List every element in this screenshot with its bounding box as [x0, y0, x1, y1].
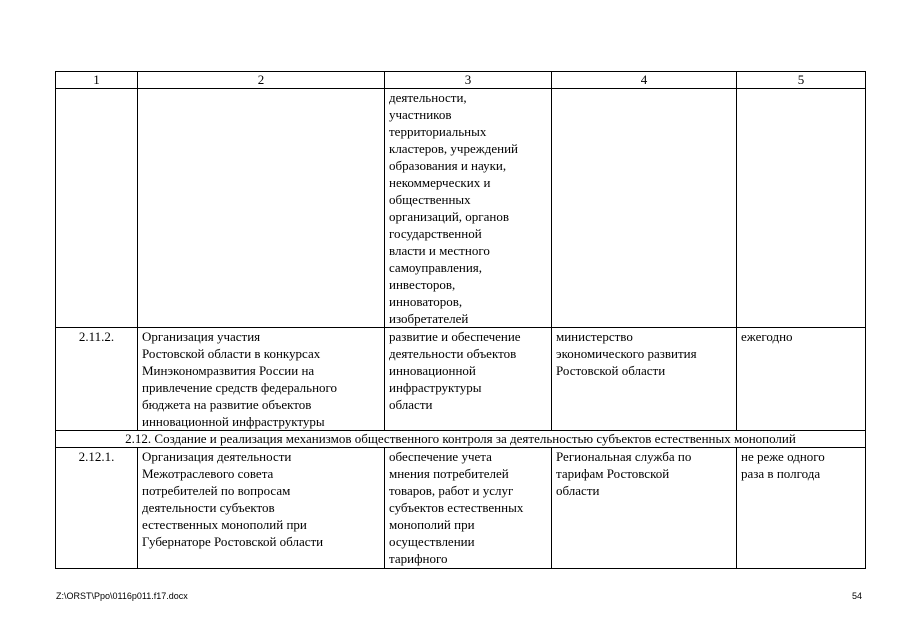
header-col-2: 2	[138, 72, 385, 89]
cell-executor	[552, 448, 737, 569]
footer-file-path: Z:\ORST\Ppo\0116p011.f17.docx	[56, 591, 188, 601]
section-heading: 2.12. Создание и реализация механизмов общественного контроля за деятельностью субъектов естественных монополий	[56, 431, 866, 448]
header-col-1: 1	[56, 72, 138, 89]
table-header-row	[56, 72, 866, 89]
term-text: не реже одного раза в полгода	[741, 449, 825, 481]
cell-term	[737, 448, 866, 569]
cell-activity	[138, 328, 385, 431]
table-row-2-11-2	[56, 328, 866, 431]
result-text: обеспечение учета мнения потребителей товаров, работ и услуг субъектов естественных монополий при осуществлении тарифного	[389, 449, 524, 566]
section-row-2-12	[56, 431, 866, 448]
cell-num-empty	[56, 89, 138, 328]
cell-activity-empty	[138, 89, 385, 328]
plan-table	[55, 71, 866, 569]
cell-result	[385, 328, 552, 431]
result-text: развитие и обеспечение деятельности объектов инновационной инфраструктуры области	[389, 329, 521, 412]
result-text: деятельности, участников территориальных кластеров, учреждений образования и науки, некоммерческих и общественных организаций, органов государственной власти и местного самоуправления, инвесторов, инноваторов, изобретателей	[389, 90, 518, 326]
header-col-4: 4	[552, 72, 737, 89]
header-col-3: 3	[385, 72, 552, 89]
cell-result	[385, 448, 552, 569]
cell-term	[737, 328, 866, 431]
row-number: 2.12.1.	[78, 449, 115, 464]
executor-text: министерство экономического развития Ростовской области	[556, 329, 697, 378]
activity-text: Организация участия Ростовской области в конкурсах Минэкономразвития России на привлечение средств федерального бюджета на развитие объектов инновационной инфраструктуры	[142, 329, 338, 429]
cell-executor-empty	[552, 89, 737, 328]
table-row-continuation	[56, 89, 866, 328]
cell-num	[56, 448, 138, 569]
cell-result	[385, 89, 552, 328]
cell-term-empty	[737, 89, 866, 328]
activity-text: Организация деятельности Межотраслевого совета потребителей по вопросам деятельности субъектов естественных монополий при Губернаторе Ростовской области	[142, 449, 324, 549]
header-col-5: 5	[737, 72, 866, 89]
cell-num	[56, 328, 138, 431]
executor-text: Региональная служба по тарифам Ростовской области	[556, 449, 692, 498]
cell-activity	[138, 448, 385, 569]
footer-page-number: 54	[851, 591, 862, 601]
cell-executor	[552, 328, 737, 431]
table-row-2-12-1	[56, 448, 866, 569]
term-text: ежегодно	[741, 329, 793, 344]
row-number: 2.11.2.	[78, 329, 115, 344]
